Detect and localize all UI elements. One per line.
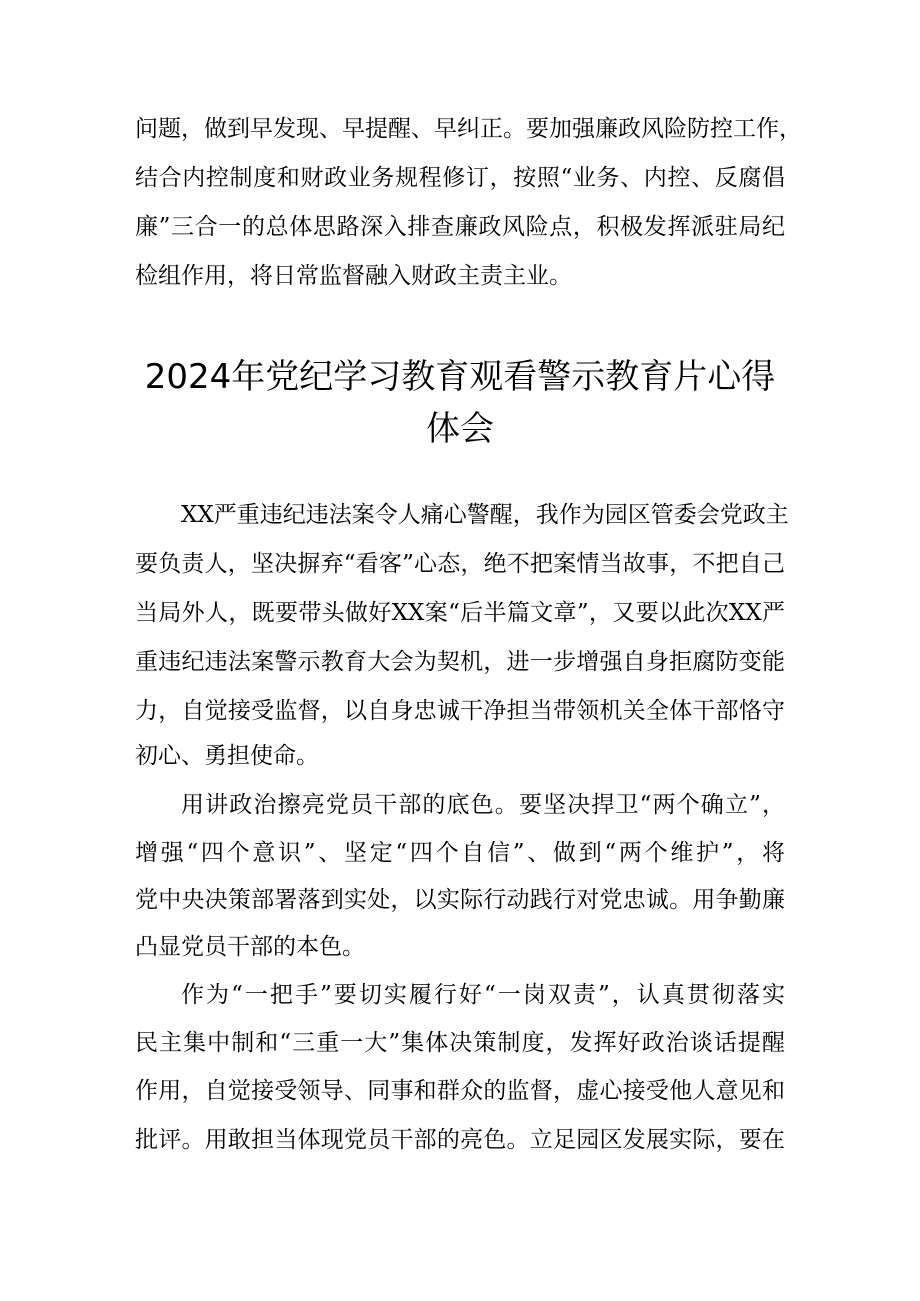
article-title-line: 2024年党纪学习教育观看警示教育片心得 xyxy=(144,357,776,397)
paragraph-line: 作为“一把手”要切实履行好“一岗双责”，认真贯彻落实 xyxy=(181,982,785,1008)
article-title-line: 体会 xyxy=(426,409,494,449)
paragraph-line: 民主集中制和“三重一大”集体决策制度，发挥好政治谈话提醒 xyxy=(135,1030,785,1056)
paragraph-line: XX严重违纪违法案令人痛心警醒，我作为园区管委会党政主 xyxy=(181,502,789,528)
paragraph-line: 要负责人，坚决摒弃“看客”心态，绝不把案情当故事，不把自己 xyxy=(135,551,785,577)
intro-line: 结合内控制度和财政业务规程修订，按照“业务、内控、反腐倡 xyxy=(135,165,785,191)
paragraph-line: 初心、勇担使命。 xyxy=(135,743,319,769)
paragraph-line: 当局外人，既要带头做好XX案“后半篇文章”，又要以此次XX严 xyxy=(135,600,785,626)
paragraph-line: 批评。用敢担当体现党员干部的亮色。立足园区发展实际，要在 xyxy=(135,1127,785,1153)
paragraph-line: 重违纪违法案警示教育大会为契机，进一步增强自身拒腐防变能 xyxy=(135,649,785,675)
paragraph-line: 增强“四个意识”、坚定“四个自信”、做到“两个维护”，将 xyxy=(135,840,785,866)
paragraph-line: 凸显党员干部的本色。 xyxy=(135,934,365,960)
intro-line: 廉”三合一的总体思路深入排查廉政风险点，积极发挥派驻局纪 xyxy=(135,214,785,240)
intro-line: 检组作用，将日常监督融入财政主责主业。 xyxy=(135,263,572,289)
intro-line: 问题，做到早发现、早提醒、早纠正。要加强廉政风险防控工作， xyxy=(135,116,802,142)
paragraph-line: 力，自觉接受监督，以自身忠诚干净担当带领机关全体干部恪守 xyxy=(135,698,785,724)
paragraph-line: 党中央决策部署落到实处，以实际行动践行对党忠诚。用争勤廉 xyxy=(135,887,785,913)
paragraph-line: 用讲政治擦亮党员干部的底色。要坚决捍卫“两个确立”， xyxy=(181,792,785,818)
paragraph-line: 作用，自觉接受领导、同事和群众的监督，虚心接受他人意见和 xyxy=(135,1078,785,1104)
